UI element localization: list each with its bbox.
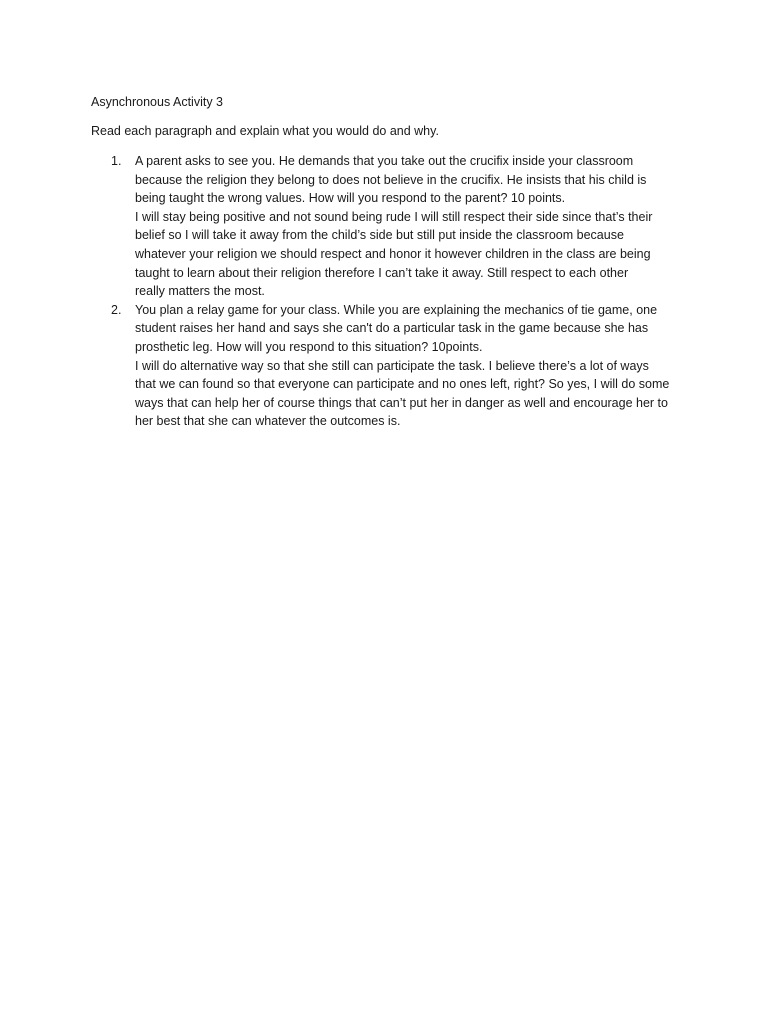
answer-line: I will stay being positive and not sound being rude I will still respect their side since that’s their xyxy=(135,209,653,224)
answer-line: ways that can help her of course things that can’t put her in danger as well and encourage her to xyxy=(135,395,668,410)
question-number: 2. xyxy=(111,302,122,317)
answer-line: her best that she can whatever the outcomes is. xyxy=(135,414,401,429)
question-line: A parent asks to see you. He demands that you take out the crucifix inside your classroom xyxy=(135,154,634,168)
answer-line: I will do alternative way so that she still can participate the task. I believe there’s a lot of ways xyxy=(135,358,649,373)
instructions-text: Read each paragraph and explain what you would do and why. xyxy=(91,124,439,138)
question-line: student raises her hand and says she can't do a particular task in the game because she has xyxy=(135,321,649,336)
question-item xyxy=(91,152,701,301)
question-item xyxy=(91,301,701,431)
question-line: because the religion they belong to does not believe in the crucifix. He insists that his child is xyxy=(135,172,647,187)
document-title: Asynchronous Activity 3 xyxy=(91,95,224,109)
answer-line: that we can found so that everyone can participate and no ones left, right? So yes, I will do some xyxy=(135,377,670,392)
answer-line: really matters the most. xyxy=(135,284,265,299)
answer-line: whatever your religion we should respect and honor it however children in the class are being xyxy=(135,246,651,261)
question-line: being taught the wrong values. How will you respond to the parent? 10 points. xyxy=(135,191,566,206)
answer-line: taught to learn about their religion therefore I can’t take it away. Still respect to each other xyxy=(135,265,629,280)
question-line: prosthetic leg. How will you respond to this situation? 10points. xyxy=(135,339,483,354)
question-number: 1. xyxy=(111,154,122,168)
question-list xyxy=(91,152,701,431)
answer-line: belief so I will take it away from the child’s side but still put inside the classroom because xyxy=(135,228,624,243)
question-line: You plan a relay game for your class. While you are explaining the mechanics of tie game, one xyxy=(135,302,658,317)
